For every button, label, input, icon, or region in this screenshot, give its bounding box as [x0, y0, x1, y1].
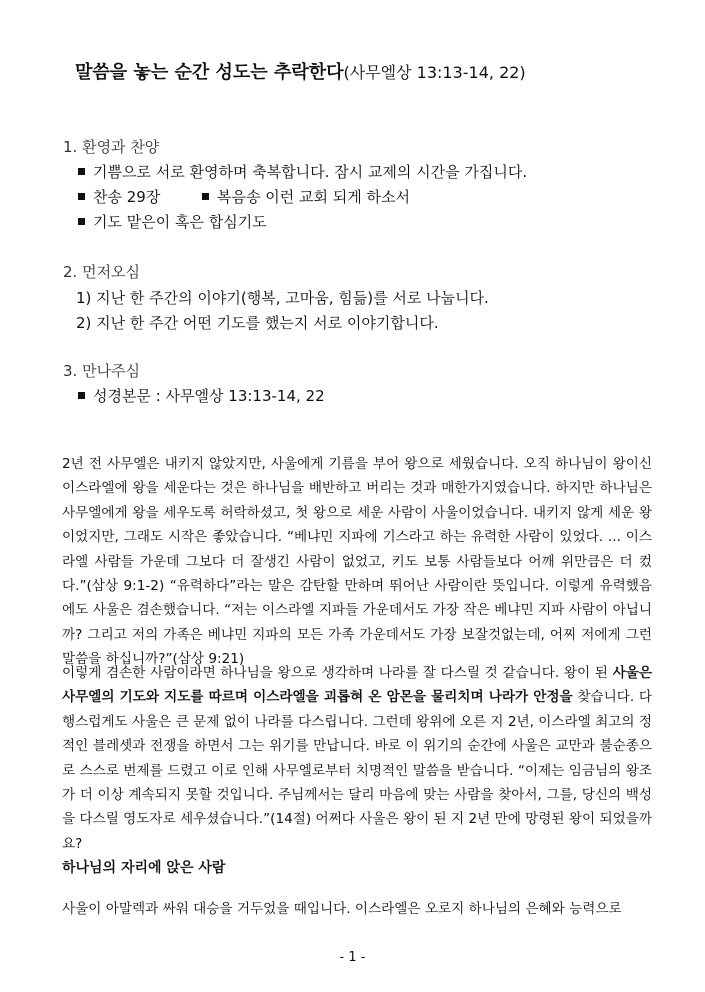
list-item: 2) 지난 한 주간 어떤 기도를 했는지 서로 이야기합니다.	[76, 314, 439, 332]
body-paragraph-2: 이렇게 겸손한 사람이라면 하나님을 왕으로 생각하며 나라를 잘 다스릴 것 같습니다. 왕이 된 사울은 사무엘의 기도와 지도를 따르며 이스라엘을 괴롭혀 온 암몬을 물리치며 나라가 안정을 찾습니다. 다행스럽게도 사울은 큰 문제 없이 나라를 다스립니다. 그런데 왕위에 오른 지 2년, 이스라엘 최고의 정적인 블레셋과 전쟁을 하면서 그는 위기를 만납니다. 바로 이 위기의 순간에 사울은 교만과 불순종으로 스스로 번제를 드렸고 이로 인해 사무엘로부터 치명적인 말씀을 받습니다. “이제는 임금님의 왕조가 더 이상 계속되지 못할 것입니다. 주님께서는 달리 마음에 맞는 사람을 찾아서, 그를, 당신의 백성을 다스릴 영도자로 세우셨습니다.”(14절) 어쩌다 사울은 왕이 된 지 2년 만에 망령된 왕이 되었을까요?	[62, 665, 653, 852]
section-heading-first: 2. 먼저오심	[63, 263, 141, 281]
body-paragraph-3: 사울이 아말렉과 싸워 대승을 거두었을 때입니다. 이스라엘은 오로지 하나님의 은혜와 능력으로	[62, 901, 622, 917]
subheading: 하나님의 자리에 앉은 사람	[62, 860, 226, 876]
emphasis-text: 사울은 사무엘의 기도와 지도를 따르며 이스라엘을 괴롭혀 온 암몬을 물리치며 나라가 안정을	[62, 665, 652, 706]
square-bullet-icon	[78, 193, 85, 200]
list-item: 찬송 29장	[78, 186, 160, 207]
list-item: 기도 맡은이 혹은 합심기도	[78, 211, 267, 232]
page-title	[75, 58, 526, 84]
title-main: 말씀을 놓는 순간 성도는 추락한다	[75, 62, 344, 83]
section-heading-meet: 3. 만나주심	[63, 362, 141, 380]
body-paragraph-1: 2년 전 사무엘은 내키지 않았지만, 사울에게 기름을 부어 왕으로 세웠습니다. 오직 하나님이 왕이신 이스라엘에 왕을 세운다는 것은 하나님을 배반하고 버리는 것과 매한가지였습니다. 하지만 하나님은 사무엘에게 왕을 세우도록 허락하셨고, 첫 왕으로 세운 사람이 사울이었습니다. 내키지 않게 세운 왕이었지만, 그래도 시작은 좋았습니다. “베냐민 지파에 기스라고 하는 유력한 사람이 있었다. ... 이스라엘 사람들 가운데 그보다 더 잘생긴 사람이 없었고, 키도 보통 사람들보다 어깨 위만큼은 더 컸다.”(삼상 9:1-2) “유력하다”라는 말은 감탄할 만하며 뛰어난 사람이란 뜻입니다. 이렇게 유력했음에도 사울은 겸손했습니다. “저는 이스라엘 지파들 가운데서도 가장 작은 베냐민 지파 사람이 아닙니까? 그리고 저의 가족은 베냐민 지파의 모든 가족 가운데서도 가장 보잘것없는데, 어찌 저에게 그런 말씀을 하십니까?”(삼상 9:21)	[62, 456, 652, 668]
section-heading-welcome: 1. 환영과 찬양	[63, 138, 160, 156]
title-reference: (사무엘상 13:13-14, 22)	[343, 63, 526, 82]
list-item: 1) 지난 한 주간의 이야기(행복, 고마움, 힘듦)를 서로 나눕니다.	[76, 289, 489, 307]
list-item: 성경본문 : 사무엘상 13:13-14, 22	[78, 385, 325, 406]
square-bullet-icon	[202, 193, 209, 200]
square-bullet-icon	[78, 392, 85, 399]
square-bullet-icon	[78, 168, 85, 175]
page-number: - 1 -	[339, 950, 366, 965]
list-item: 기쁨으로 서로 환영하며 축복합니다. 잠시 교제의 시간을 가집니다.	[78, 161, 527, 182]
square-bullet-icon	[78, 218, 85, 225]
list-item: 복음송 이런 교회 되게 하소서	[202, 186, 410, 207]
